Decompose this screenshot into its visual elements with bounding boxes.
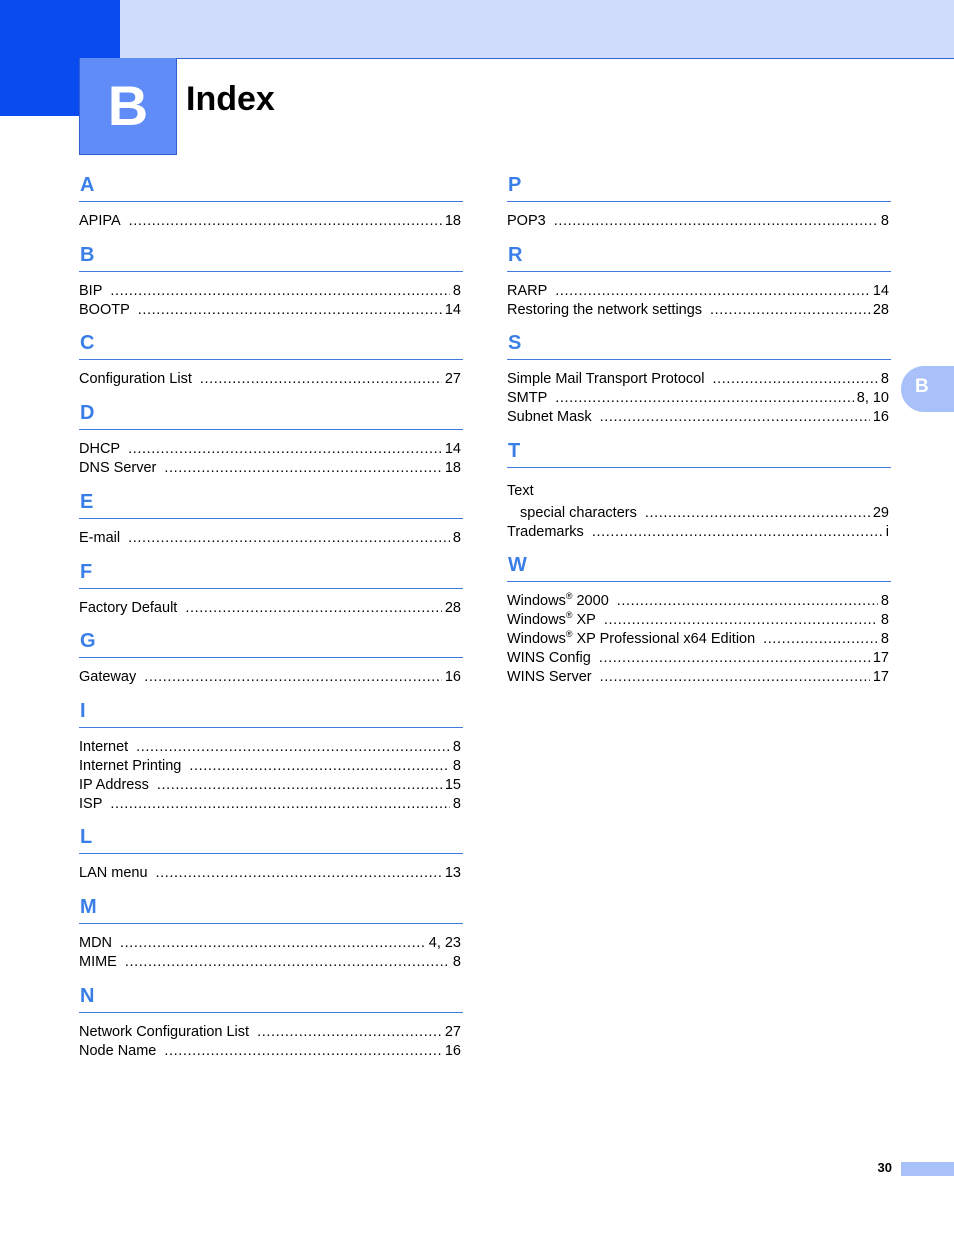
dot-leader (200, 370, 442, 389)
index-term: special characters (520, 504, 637, 521)
section-divider (507, 467, 891, 468)
section-letter: B (80, 243, 95, 266)
index-section (79, 558, 463, 618)
index-term: DNS Server (79, 459, 157, 476)
dot-leader (763, 630, 878, 649)
registered-mark: ® (565, 629, 573, 640)
index-term: Internet (79, 739, 129, 756)
section-letter: P (508, 174, 522, 196)
page-reference[interactable]: 14 (444, 441, 461, 458)
index-term: E-mail (79, 529, 121, 546)
dot-leader (125, 953, 450, 972)
dot-leader (157, 776, 442, 795)
page-reference[interactable]: 29 (872, 504, 889, 521)
index-entry[interactable] (507, 523, 891, 542)
dot-leader (592, 523, 883, 542)
section-letter: L (80, 826, 93, 849)
dot-leader (604, 611, 878, 630)
page-reference[interactable]: 8 (880, 630, 889, 647)
index-entry[interactable] (79, 934, 463, 953)
index-section (79, 823, 463, 883)
page-reference[interactable]: 8 (452, 795, 461, 812)
page-reference[interactable]: 14 (444, 301, 461, 318)
section-letter: W (508, 554, 527, 577)
section-divider (79, 201, 463, 202)
index-term: POP3 (507, 213, 546, 229)
section-divider (79, 588, 463, 589)
section-divider (79, 271, 463, 272)
section-divider (79, 923, 463, 924)
page-reference[interactable]: 8, 10 (856, 390, 889, 407)
index-term: APIPA (79, 213, 121, 229)
dot-leader (164, 459, 442, 478)
index-term: Windows® 2000 (507, 591, 609, 610)
page-reference[interactable]: 4, 23 (428, 935, 461, 952)
dot-leader (257, 1023, 442, 1042)
dot-leader (138, 301, 442, 320)
registered-mark: ® (565, 610, 573, 621)
index-entry[interactable] (79, 738, 463, 757)
section-divider (79, 359, 463, 360)
page-reference[interactable]: 27 (444, 1023, 461, 1040)
index-entry[interactable] (79, 668, 463, 687)
dot-leader (555, 282, 870, 301)
index-term: Trademarks (507, 523, 584, 540)
index-entry[interactable] (507, 301, 891, 320)
section-divider (79, 1012, 463, 1013)
index-entry[interactable] (507, 592, 891, 611)
index-section (507, 241, 891, 320)
page-reference[interactable]: 16 (444, 669, 461, 686)
index-term: MIME (79, 953, 117, 970)
index-entry[interactable] (507, 630, 891, 649)
section-letter: C (80, 332, 95, 355)
chapter-side-tab[interactable] (901, 366, 954, 412)
index-term: IP Address (79, 776, 149, 793)
chapter-box (79, 58, 177, 155)
index-section (79, 627, 463, 687)
page-reference[interactable]: 15 (444, 776, 461, 793)
page-reference[interactable]: 8 (880, 612, 889, 629)
index-entry[interactable] (507, 370, 891, 389)
dot-leader (554, 212, 878, 231)
index-entry[interactable] (507, 408, 891, 427)
index-term: Windows® XP (507, 610, 596, 629)
dot-leader (645, 504, 870, 523)
index-term: LAN menu (79, 865, 148, 882)
dot-leader (600, 408, 870, 427)
section-divider (507, 359, 891, 360)
index-entry[interactable] (507, 478, 891, 504)
page-reference[interactable]: 16 (872, 408, 889, 425)
index-entry[interactable] (79, 1042, 463, 1061)
page-reference[interactable]: 14 (872, 282, 889, 299)
index-entry[interactable] (79, 370, 463, 389)
index-term: MDN (79, 935, 113, 952)
page-reference[interactable]: 8 (880, 593, 889, 610)
page-reference[interactable]: i (885, 523, 889, 540)
section-letter: S (508, 332, 522, 355)
index-term: BIP (79, 282, 103, 299)
index-entry[interactable] (507, 282, 891, 301)
dot-leader (600, 668, 870, 687)
dot-leader (617, 592, 878, 611)
page-reference[interactable]: 18 (444, 213, 461, 229)
index-entry[interactable] (79, 757, 463, 776)
index-term: ISP (79, 795, 103, 812)
page-reference[interactable]: 28 (444, 599, 461, 616)
index-term: DHCP (79, 441, 121, 458)
index-term: Windows® XP Professional x64 Edition (507, 629, 756, 647)
section-divider (79, 853, 463, 854)
index-term: Configuration List (79, 371, 192, 388)
index-entry[interactable] (79, 795, 463, 814)
index-entry[interactable] (507, 389, 891, 408)
index-term: Gateway (79, 669, 137, 686)
index-section (507, 171, 891, 231)
section-letter: N (80, 984, 95, 1007)
dot-leader (555, 389, 853, 408)
dot-leader (156, 864, 442, 883)
index-term: WINS Server (507, 668, 592, 685)
index-entry[interactable] (79, 776, 463, 795)
dot-leader (120, 934, 426, 953)
section-letter: G (80, 630, 96, 653)
dot-leader (185, 599, 442, 618)
index-section (79, 488, 463, 548)
index-entry[interactable] (79, 599, 463, 618)
section-letter: R (508, 243, 523, 266)
page-reference[interactable]: 8 (452, 282, 461, 299)
index-section (79, 171, 463, 231)
footer-bar (901, 1162, 954, 1176)
section-divider (79, 657, 463, 658)
index-section (79, 893, 463, 972)
index-entry[interactable] (79, 212, 463, 231)
index-entry[interactable] (507, 611, 891, 630)
header-band (120, 0, 954, 59)
section-letter: T (508, 439, 521, 462)
index-entry[interactable] (79, 282, 463, 301)
index-section (79, 329, 463, 389)
index-entry[interactable] (79, 529, 463, 548)
index-entry[interactable] (507, 504, 891, 523)
index-section (507, 329, 891, 426)
index-section (79, 697, 463, 813)
index-entry[interactable] (79, 301, 463, 320)
index-section (79, 241, 463, 320)
page-reference[interactable]: 27 (444, 371, 461, 388)
index-term: SMTP (507, 390, 548, 407)
page-reference[interactable]: 17 (872, 668, 889, 685)
index-entry[interactable] (507, 212, 891, 231)
dot-leader (144, 668, 442, 687)
index-term: Internet Printing (79, 757, 182, 774)
page-reference[interactable]: 18 (444, 459, 461, 476)
page-reference[interactable]: 8 (880, 213, 889, 229)
index-section (507, 437, 891, 542)
page-title: Index (186, 80, 275, 118)
dot-leader (710, 301, 870, 320)
section-divider (507, 201, 891, 202)
chapter-side-tab-label: B (915, 376, 929, 397)
index-entry[interactable] (79, 1023, 463, 1042)
page-reference[interactable]: 8 (452, 739, 461, 756)
chapter-letter: B (107, 74, 149, 137)
index-section (79, 399, 463, 478)
section-divider (507, 271, 891, 272)
dot-leader (110, 282, 450, 301)
page-reference[interactable]: 8 (452, 757, 461, 774)
registered-mark: ® (565, 591, 573, 602)
section-divider (79, 518, 463, 519)
page-reference[interactable]: 17 (872, 649, 889, 666)
section-letter: A (80, 174, 95, 196)
section-letter: M (80, 896, 97, 919)
index-entry[interactable] (79, 953, 463, 972)
index-entry[interactable] (507, 649, 891, 668)
section-divider (79, 429, 463, 430)
dot-leader (129, 212, 442, 231)
dot-leader (599, 649, 870, 668)
dot-leader (189, 757, 450, 776)
index-term: Text (507, 482, 534, 499)
page-number: 30 (877, 1160, 892, 1175)
index-section (79, 982, 463, 1061)
index-term: Factory Default (79, 599, 178, 616)
index-term: Node Name (79, 1042, 157, 1059)
section-letter: I (80, 700, 86, 723)
page-reference[interactable]: 28 (872, 301, 889, 318)
dot-leader (128, 440, 442, 459)
dot-leader (164, 1042, 441, 1061)
index-term: Network Configuration List (79, 1023, 250, 1040)
section-letter: D (80, 402, 95, 425)
index-entry[interactable] (507, 668, 891, 687)
index-column-right (507, 171, 891, 696)
section-divider (79, 727, 463, 728)
page-reference[interactable]: 8 (452, 529, 461, 546)
section-divider (507, 581, 891, 582)
index-section (507, 551, 891, 686)
dot-leader (110, 795, 450, 814)
index-term: BOOTP (79, 301, 130, 318)
dot-leader (128, 529, 450, 548)
dot-leader (136, 738, 450, 757)
index-term: RARP (507, 282, 548, 299)
page-reference[interactable]: 16 (444, 1042, 461, 1059)
index-column-left (79, 171, 463, 1070)
index-term: Restoring the network settings (507, 301, 703, 318)
index-entry[interactable] (79, 459, 463, 478)
index-entry[interactable] (79, 440, 463, 459)
index-entry[interactable] (79, 864, 463, 883)
section-letter: F (80, 560, 93, 583)
page-reference[interactable]: 8 (452, 953, 461, 970)
index-term: Subnet Mask (507, 408, 592, 425)
index-term: Simple Mail Transport Protocol (507, 371, 705, 388)
index-term: WINS Config (507, 649, 591, 666)
page-reference[interactable]: 13 (444, 865, 461, 882)
section-letter: E (80, 490, 94, 513)
page-reference[interactable]: 8 (880, 371, 889, 388)
dot-leader (712, 370, 877, 389)
